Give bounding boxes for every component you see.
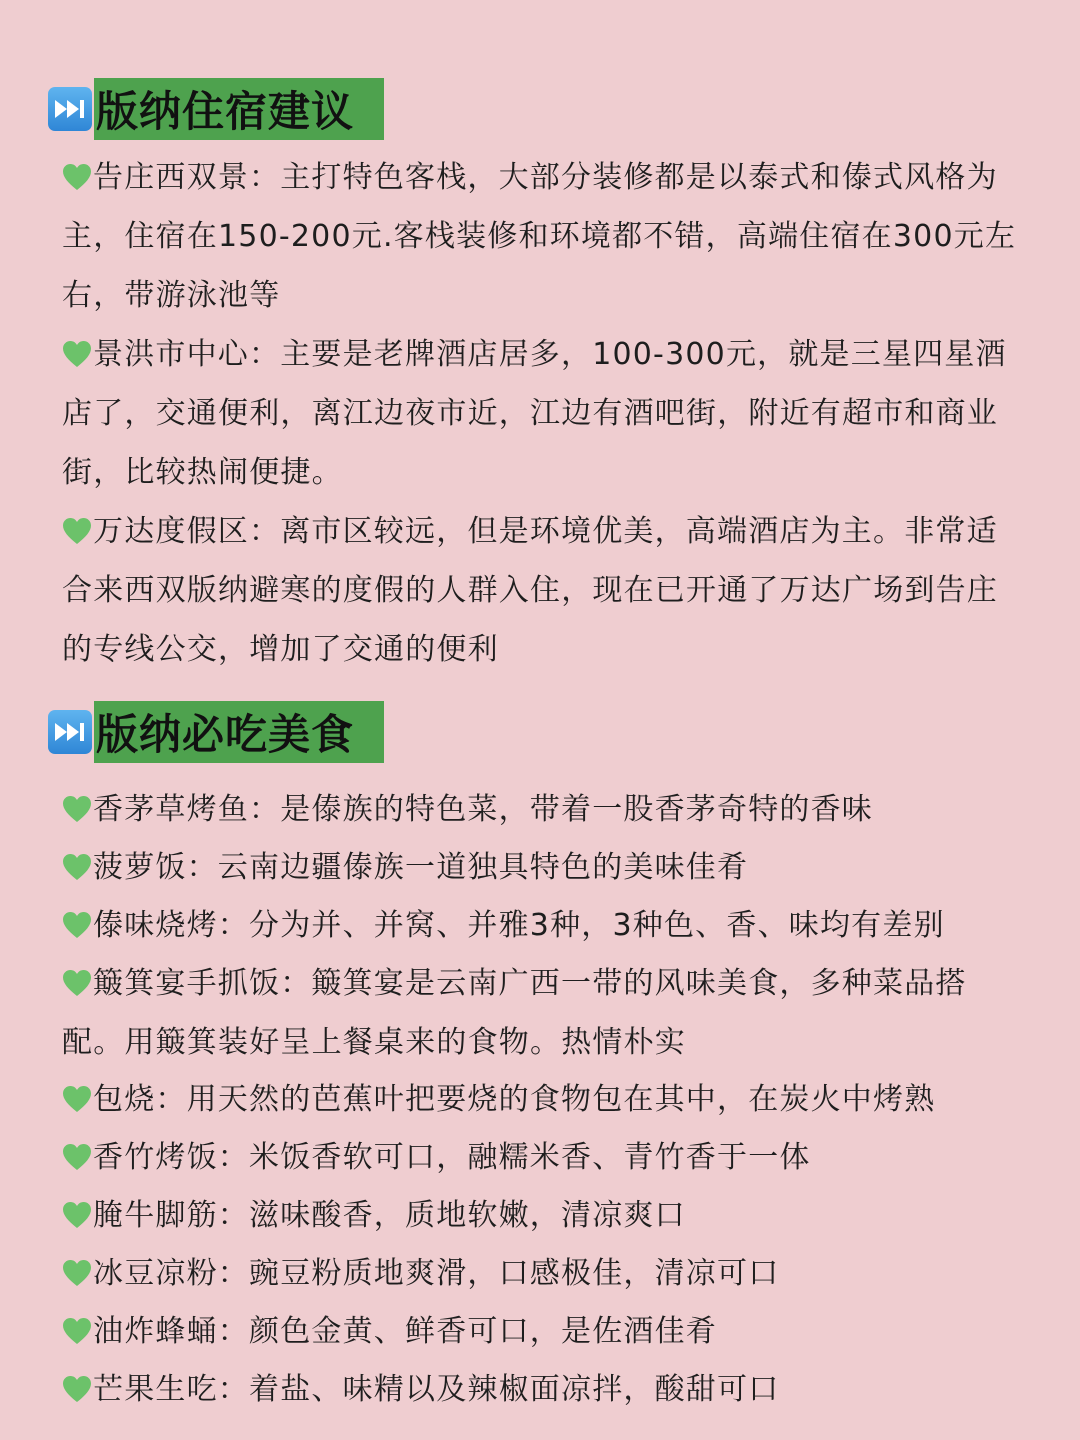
list-item (62, 148, 1022, 325)
item-text: 景洪市中心：主要是老牌酒店居多，100-300元，就是三星四星酒店了，交通便利，离江边夜市近，江边有酒吧街，附近有超市和商业街，比较热闹便捷。 (62, 337, 1007, 490)
item-text: 芒果生吃：着盐、味精以及辣椒面凉拌，酸甜可口 (93, 1372, 780, 1407)
item-text: 万达度假区：离市区较远，但是环境优美，高端酒店为主。非常适合来西双版纳避寒的度假的人群入住，现在已开通了万达广场到告庄的专线公交，增加了交通的便利 (62, 514, 998, 667)
list-item (62, 1186, 1022, 1245)
fast-forward-icon (48, 87, 92, 131)
item-text: 傣味烧烤：分为并、并窝、并雅3种，3种色、香、味均有差别 (93, 908, 945, 943)
item-text: 腌牛脚筋：滋味酸香，质地软嫩，清凉爽口 (93, 1198, 686, 1233)
green-heart-icon (62, 1143, 92, 1171)
list-item (62, 502, 1022, 679)
green-heart-icon (62, 795, 92, 823)
list-item (62, 780, 1022, 839)
green-heart-icon (62, 1317, 92, 1345)
green-heart-icon (62, 340, 92, 368)
list-item (62, 1128, 1022, 1187)
item-text: 香茅草烤鱼：是傣族的特色菜，带着一股香茅奇特的香味 (93, 792, 873, 827)
item-text: 冰豆凉粉：豌豆粉质地爽滑，口感极佳，清凉可口 (93, 1256, 780, 1291)
list-item (62, 1302, 1022, 1361)
item-text: 香竹烤饭：米饭香软可口，融糯米香、青竹香于一体 (93, 1140, 811, 1175)
list-item (62, 838, 1022, 897)
section-header-lodging (48, 78, 384, 140)
item-text: 菠萝饭：云南边疆傣族一道独具特色的美味佳肴 (93, 850, 749, 885)
green-heart-icon (62, 1085, 92, 1113)
list-item (62, 325, 1022, 502)
item-text: 簸箕宴手抓饭：簸箕宴是云南广西一带的风味美食，多种菜品搭配。用簸箕装好呈上餐桌来的食物。热情朴实 (62, 966, 967, 1060)
item-text: 告庄西双景：主打特色客栈，大部分装修都是以泰式和傣式风格为主，住宿在150-200元.客栈装修和环境都不错，高端住宿在300元左右，带游泳池等 (62, 160, 1017, 313)
green-heart-icon (62, 911, 92, 939)
green-heart-icon (62, 1201, 92, 1229)
green-heart-icon (62, 1375, 92, 1403)
green-heart-icon (62, 163, 92, 191)
fast-forward-icon (48, 710, 92, 754)
green-heart-icon (62, 1259, 92, 1287)
green-heart-icon (62, 853, 92, 881)
list-item (62, 1070, 1022, 1129)
list-item (62, 896, 1022, 955)
item-text: 包烧：用天然的芭蕉叶把要烧的食物包在其中，在炭火中烤熟 (93, 1082, 936, 1117)
section-header-food (48, 701, 384, 763)
section-title: 版纳住宿建议 (94, 78, 384, 140)
green-heart-icon (62, 969, 92, 997)
list-item (62, 1360, 1022, 1419)
item-text: 油炸蜂蛹：颜色金黄、鲜香可口，是佐酒佳肴 (93, 1314, 717, 1349)
list-item (62, 954, 1022, 1072)
green-heart-icon (62, 517, 92, 545)
list-item (62, 1244, 1022, 1303)
section-title: 版纳必吃美食 (94, 701, 384, 763)
